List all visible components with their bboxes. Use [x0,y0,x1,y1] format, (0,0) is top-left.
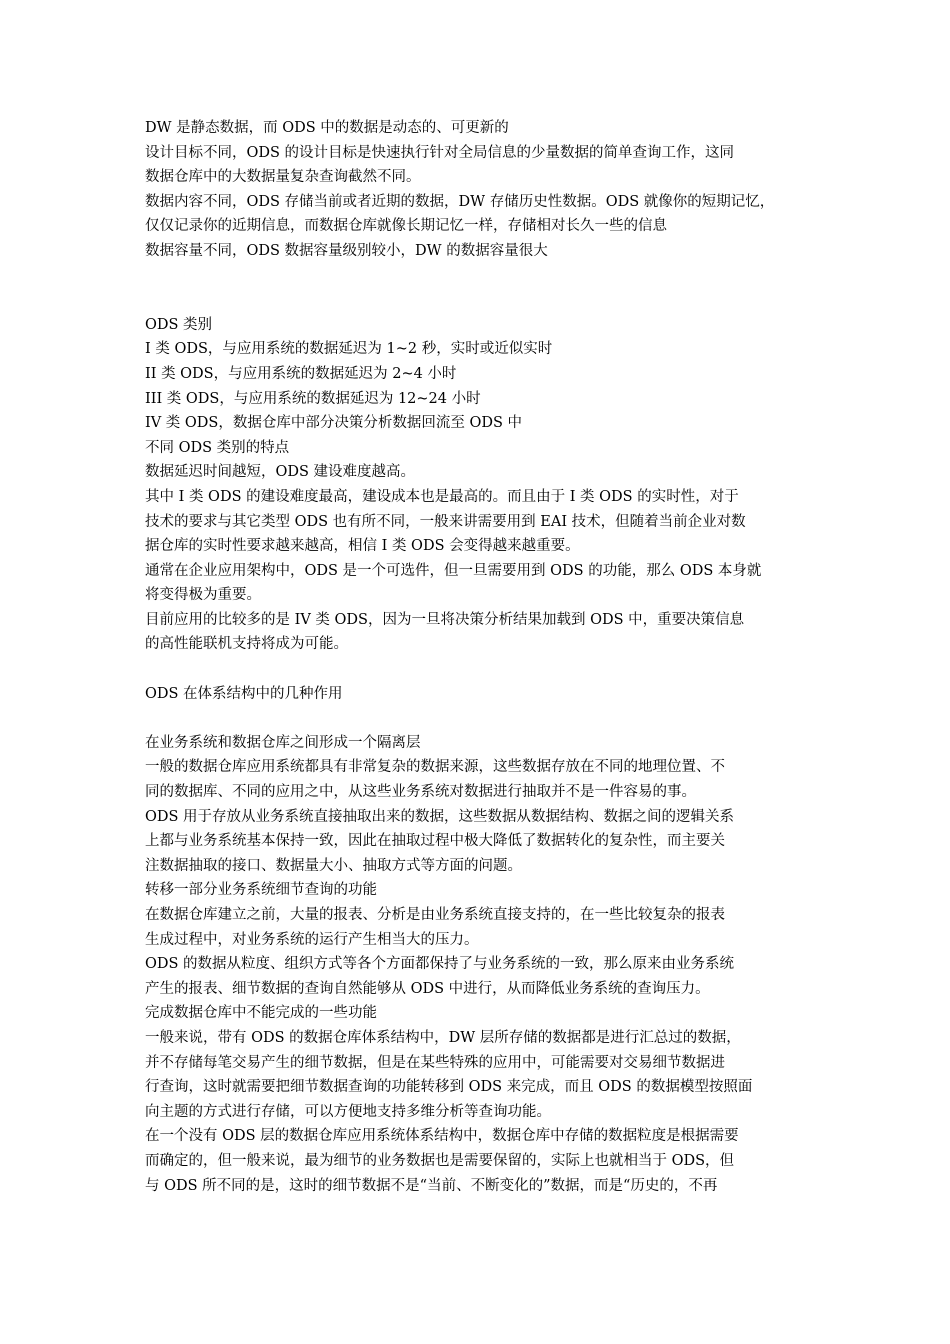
text-line: 不同 ODS 类别的特点 [145,439,290,456]
text-line: 向主题的方式进行存储，可以方便地支持多维分析等查询功能。 [145,1103,551,1120]
text-line: 在一个没有 ODS 层的数据仓库应用系统体系结构中，数据仓库中存储的数据粒度是根据需要 [145,1128,739,1145]
text-line: ODS 类别 [145,316,213,333]
text-line: 完成数据仓库中不能完成的一些功能 [145,1005,377,1022]
text-line: 在业务系统和数据仓库之间形成一个隔离层 [145,734,421,751]
text-line: 一般的数据仓库应用系统都具有非常复杂的数据来源，这些数据存放在不同的地理位置、不 [145,759,725,776]
blank-line [145,264,810,289]
blank-line [145,706,810,731]
text-line: 技术的要求与其它类型 ODS 也有所不同，一般来讲需要用到 EAI 技术，但随着当前企业对数 [145,513,746,530]
text-line: 转移一部分业务系统细节查询的功能 [145,882,377,899]
text-line: II 类 ODS，与应用系统的数据延迟为 2~4 小时 [145,365,457,382]
text-line: 而确定的，但一般来说，最为细节的业务数据也是需要保留的，实际上也就相当于 ODS，但 [145,1152,735,1169]
text-line: 一般来说，带有 ODS 的数据仓库体系结构中，DW 层所存储的数据都是进行汇总过的数据， [145,1029,741,1046]
blank-line [145,288,810,313]
text-line: 行查询，这时就需要把细节数据查询的功能转移到 ODS 来完成，而且 ODS 的数据模型按照面 [145,1079,753,1096]
text-line: 上都与业务系统基本保持一致，因此在抽取过程中极大降低了数据转化的复杂性，而主要关 [145,833,725,850]
text-line: 同的数据库、不同的应用之中，从这些业务系统对数据进行抽取并不是一件容易的事。 [145,784,696,801]
text-line: 与 ODS 所不同的是，这时的细节数据不是“当前、不断变化的”数据，而是“历史的，不再 [145,1177,718,1194]
text-line: ODS 用于存放从业务系统直接抽取出来的数据，这些数据从数据结构、数据之间的逻辑关系 [145,808,735,825]
text-line: 的高性能联机支持将成为可能。 [145,636,348,653]
text-line: 仅仅记录你的近期信息，而数据仓库就像长期记忆一样，存储相对长久一些的信息 [145,218,667,235]
text-line: 将变得极为重要。 [145,587,261,604]
text-line: DW 是静态数据，而 ODS 中的数据是动态的、可更新的 [145,120,509,136]
text-line: 设计目标不同，ODS 的设计目标是快速执行针对全局信息的少量数据的简单查询工作，这同 [145,144,735,161]
text-line: 数据内容不同，ODS 存储当前或者近期的数据，DW 存储历史性数据。ODS 就像你的短期记忆， [145,193,775,210]
text-line: 并不存储每笔交易产生的细节数据，但是在某些特殊的应用中，可能需要对交易细节数据进 [145,1054,725,1071]
text-line: 据仓库的实时性要求越来越高，相信 I 类 ODS 会变得越来越重要。 [145,538,580,555]
text-line: 产生的报表、细节数据的查询自然能够从 ODS 中进行，从而降低业务系统的查询压力。 [145,980,710,997]
text-line: ODS 在体系结构中的几种作用 [145,685,343,702]
text-line: ODS 的数据从粒度、组织方式等各个方面都保持了与业务系统的一致，那么原来由业务系统 [145,956,735,973]
blank-line [145,657,810,682]
text-line: 其中 I 类 ODS 的建设难度最高，建设成本也是最高的。而且由于 I 类 ODS 的实时性，对于 [145,488,739,505]
text-line: IV 类 ODS，数据仓库中部分决策分析数据回流至 ODS 中 [145,415,523,432]
text-line: 目前应用的比较多的是 IV 类 ODS，因为一旦将决策分析结果加载到 ODS 中，重要决策信息 [145,611,745,628]
text-line: I 类 ODS，与应用系统的数据延迟为 1~2 秒，实时或近似实时 [145,341,553,358]
text-line: 数据仓库中的大数据量复杂查询截然不同。 [145,169,421,186]
text-line: III 类 ODS，与应用系统的数据延迟为 12~24 小时 [145,390,481,407]
text-line: 生成过程中，对业务系统的运行产生相当大的压力。 [145,931,479,948]
text-line: 数据延迟时间越短，ODS 建设难度越高。 [145,464,416,481]
text-line: 数据容量不同，ODS 数据容量级别较小，DW 的数据容量很大 [145,242,548,259]
text-line: 在数据仓库建立之前，大量的报表、分析是由业务系统直接支持的，在一些比较复杂的报表 [145,907,725,923]
text-line: 注数据抽取的接口、数据量大小、抽取方式等方面的问题。 [145,857,522,874]
text-line: 通常在企业应用架构中，ODS 是一个可选件，但一旦需要用到 ODS 的功能，那么 ODS 本身就 [145,562,762,579]
document-body [145,116,810,1198]
